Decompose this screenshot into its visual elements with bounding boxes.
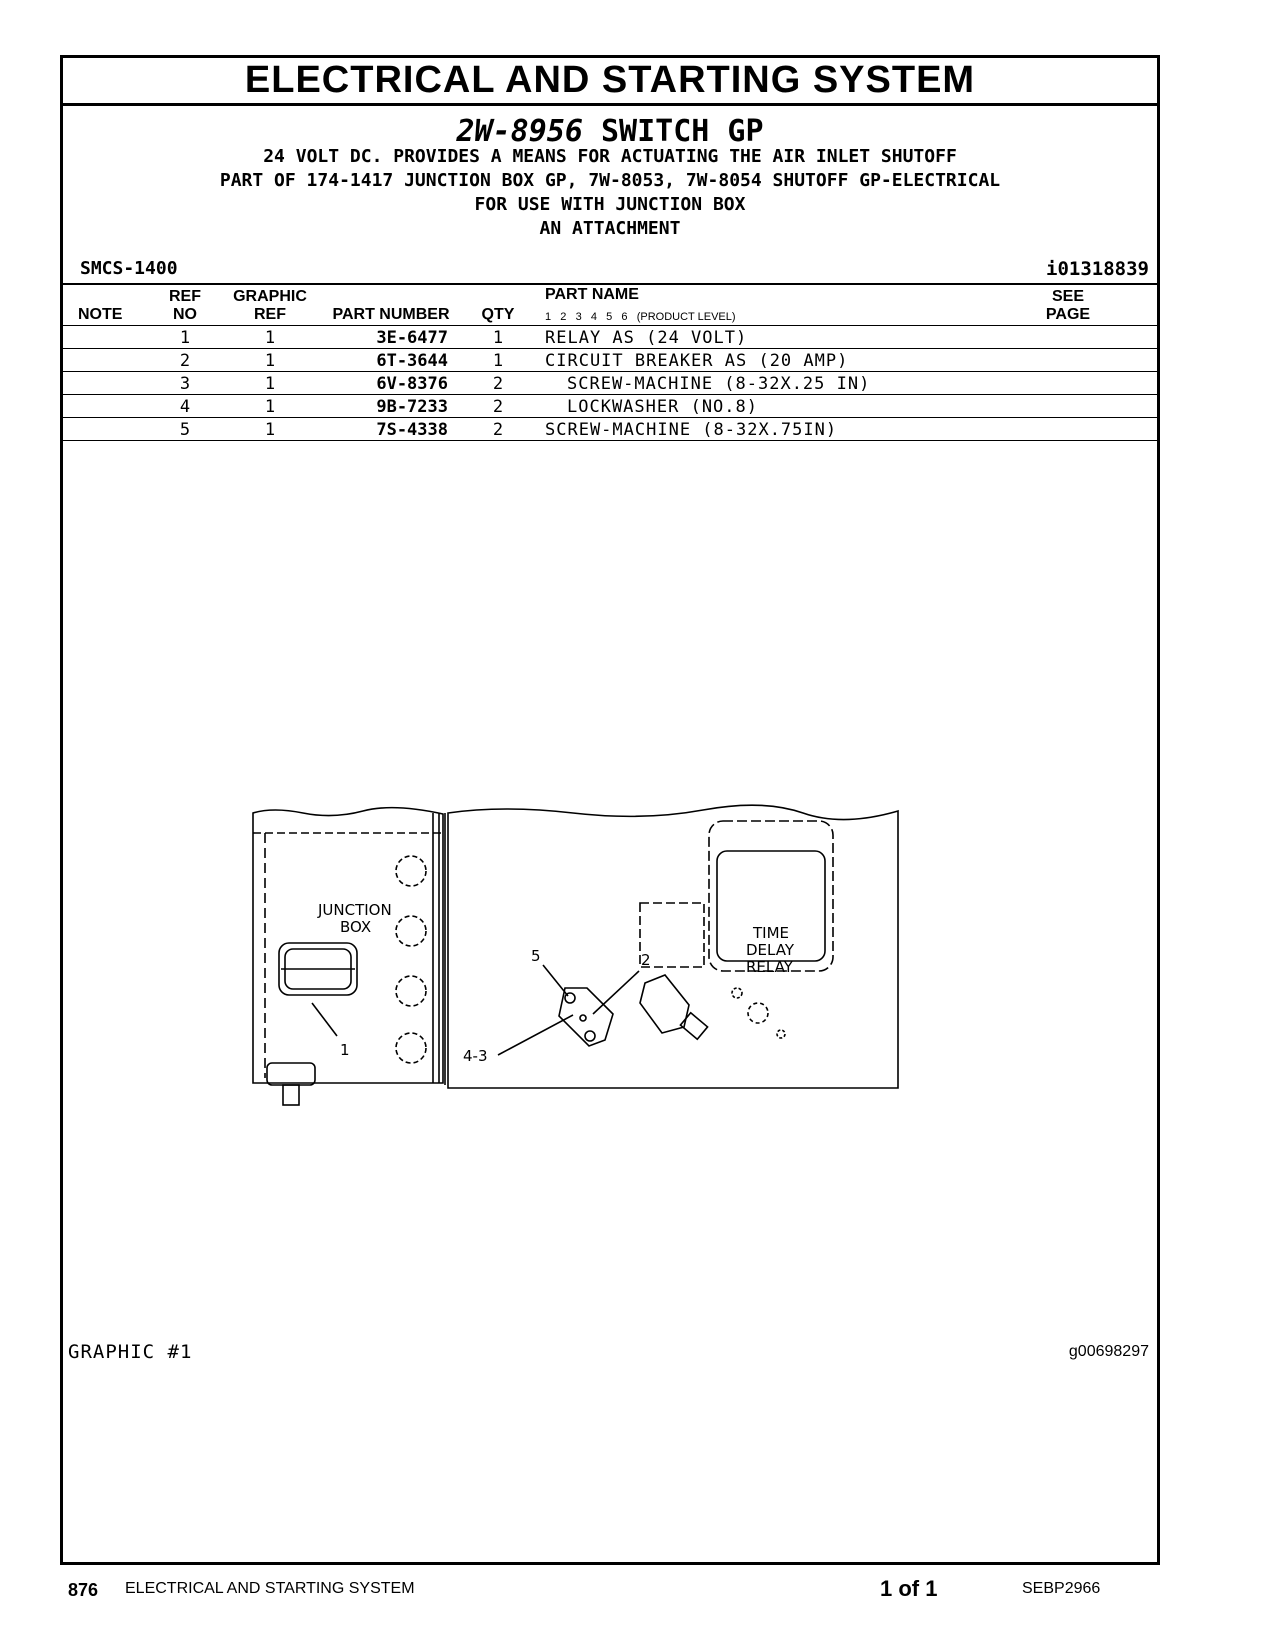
description-line-2: PART OF 174-1417 JUNCTION BOX GP, 7W-8053, 7W-8054 SHUTOFF GP-ELECTRICAL [219,170,1001,191]
description-line-4: AN ATTACHMENT [539,218,681,239]
label-junction: JUNCTION [318,901,392,919]
header-ref-bottom: NO [173,306,197,323]
part-number-cell: 3E-6477 [376,328,448,348]
header-see-top: SEE [1051,288,1084,305]
table-row [63,326,1157,349]
graphic-cell: 1 [264,397,276,417]
qty-cell: 2 [492,397,504,417]
header-qty: QTY [481,306,515,323]
part-name-cell: SCREW-MACHINE (8-32X.75IN) [545,420,838,440]
table-row [63,349,1157,372]
table-row [63,418,1157,441]
smcs-code: SMCS-1400 [80,258,178,279]
part-group-number: 2W-8956 [456,114,583,149]
footer-page-of: 1 of 1 [880,1576,938,1601]
label-box: BOX [340,918,372,936]
header-note: NOTE [78,306,123,323]
part-name-cell: CIRCUIT BREAKER AS (20 AMP) [545,351,849,371]
ref-cell: 5 [179,420,191,440]
part-group-name: SWITCH GP [600,114,764,149]
part-number-cell: 6T-3644 [376,351,448,371]
description-line-1: 24 VOLT DC. PROVIDES A MEANS FOR ACTUATING THE AIR INLET SHUTOFF [263,146,957,167]
footer-doc-code: SEBP2966 [1022,1580,1101,1597]
header-see-bottom: PAGE [1045,306,1091,323]
part-group-title [63,114,1157,149]
part-number-cell: 7S-4338 [376,420,448,440]
leader-2 [593,971,639,1014]
part-number-cell: 6V-8376 [376,374,448,394]
qty-cell: 2 [492,374,504,394]
table-row [63,372,1157,395]
leader-1 [312,1003,337,1036]
graphic-cell: 1 [264,374,276,394]
graphic-cell: 1 [264,420,276,440]
callout-2: 2 [641,951,651,969]
callout-4-3: 4-3 [463,1047,488,1065]
qty-cell: 2 [492,420,504,440]
header-product-levels: 1 2 3 4 5 6 (PRODUCT LEVEL) [545,311,736,323]
table-header [63,285,1157,326]
ref-cell: 4 [179,397,191,417]
part-name-cell: RELAY AS (24 VOLT) [545,328,748,348]
qty-cell: 1 [492,328,504,348]
parts-diagram [243,793,943,1163]
header-ref-top: REF [169,288,201,305]
header-graphic-top: GRAPHIC [233,288,307,305]
document-id: i01318839 [1046,258,1149,280]
callout-5: 5 [531,947,541,965]
table-body [63,326,1157,441]
graphic-id: g00698297 [1068,1343,1149,1360]
footer-page-number: 876 [68,1580,99,1600]
label-relay: RELAY [746,958,793,976]
callout-1: 1 [340,1041,350,1059]
graphic-label: GRAPHIC #1 [68,1341,193,1363]
graphic-cell: 1 [264,328,276,348]
parts-table [63,283,1157,441]
label-delay: DELAY [746,941,794,959]
page-frame [60,55,1160,1565]
footer-section: ELECTRICAL AND STARTING SYSTEM [125,1580,415,1597]
graphic-cell: 1 [264,351,276,371]
section-title: ELECTRICAL AND STARTING SYSTEM [63,58,1157,106]
leader-4-3 [498,1015,573,1055]
ref-cell: 2 [179,351,191,371]
header-part-name: PART NAME [545,286,639,303]
label-time: TIME [753,924,790,942]
header-part-number: PART NUMBER [332,306,450,323]
leader-5 [543,965,568,996]
part-name-cell: LOCKWASHER (NO.8) [567,397,758,417]
part-name-cell: SCREW-MACHINE (8-32X.25 IN) [567,374,871,394]
ref-cell: 1 [179,328,191,348]
description-line-3: FOR USE WITH JUNCTION BOX [474,194,746,215]
table-row [63,395,1157,418]
ref-cell: 3 [179,374,191,394]
qty-cell: 1 [492,351,504,371]
header-graphic-bottom: REF [254,306,286,323]
part-number-cell: 9B-7233 [376,397,448,417]
